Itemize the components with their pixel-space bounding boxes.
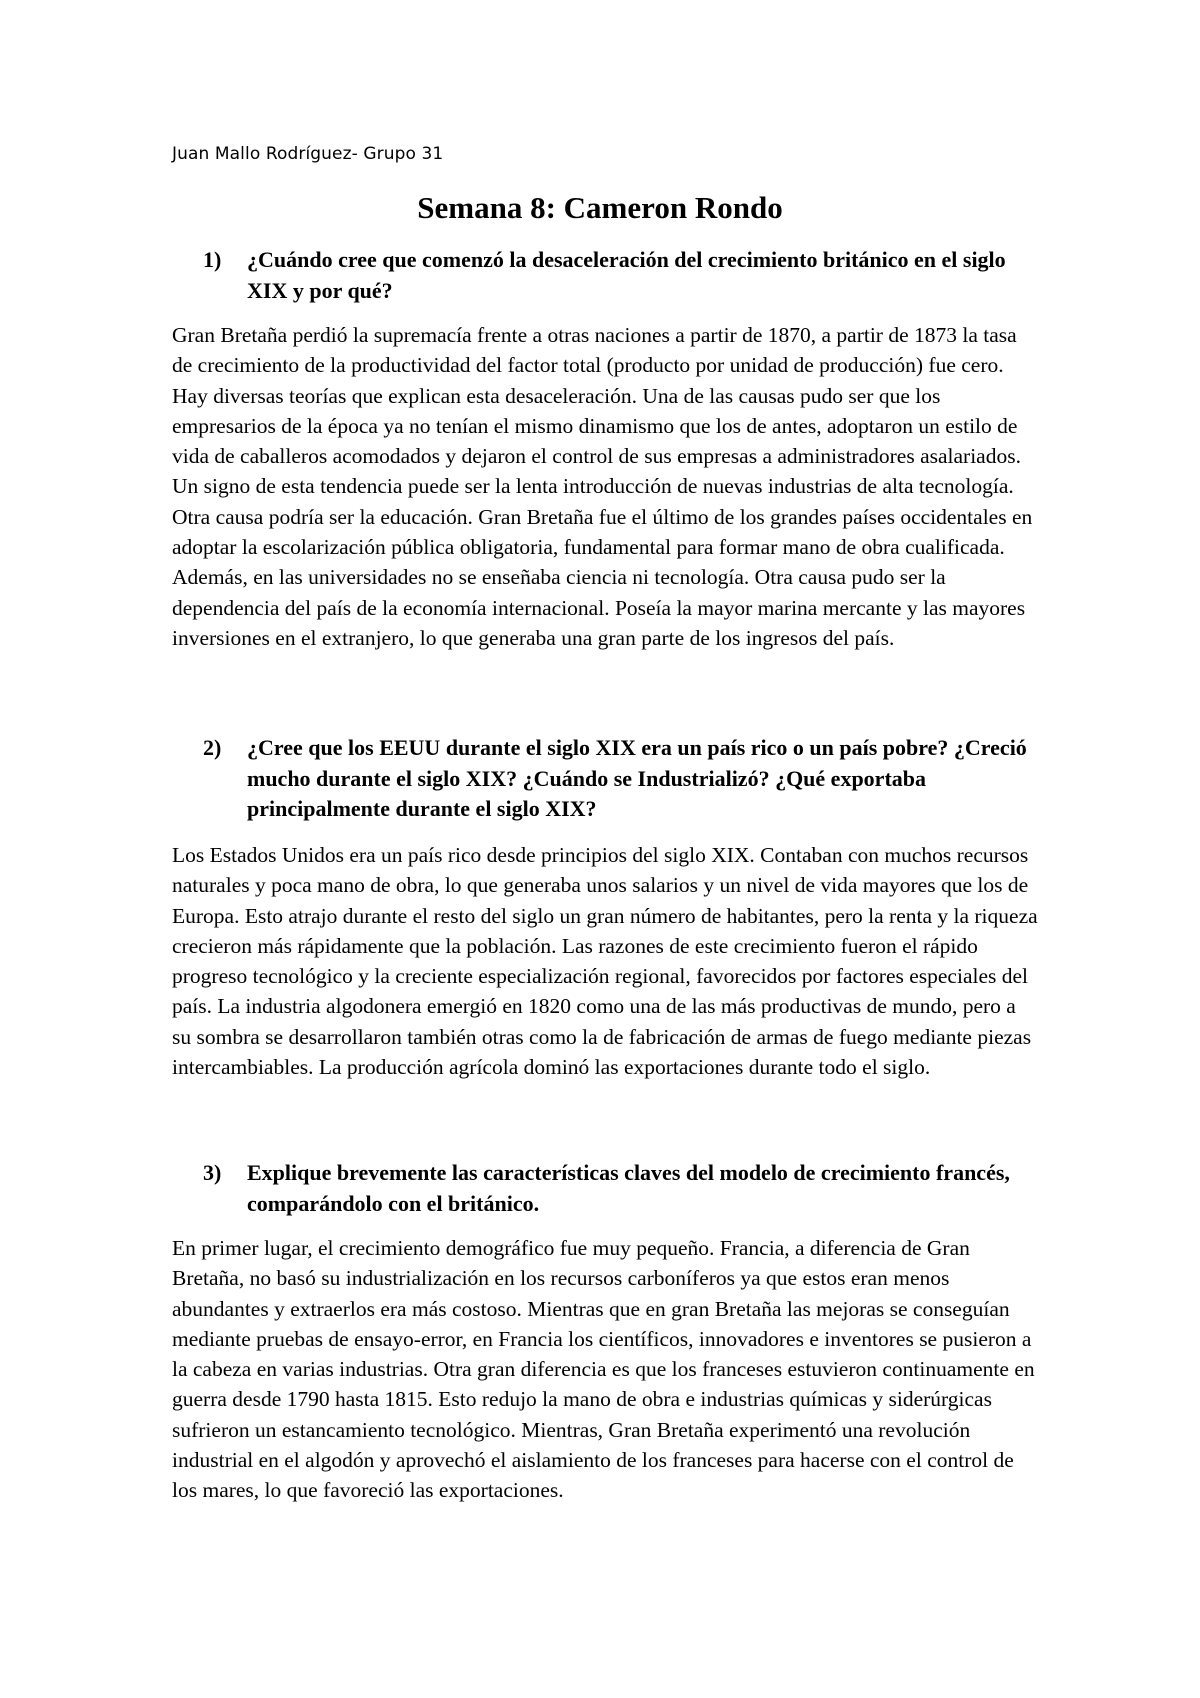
question-text: ¿Cree que los EEUU durante el siglo XIX era un país rico o un país pobre? ¿Creció mucho durante el siglo XIX? ¿Cuándo se Industrializó? ¿Qué exportaba principalmente durante el siglo XIX? <box>247 735 1027 821</box>
answer-2: Los Estados Unidos era un país rico desde principios del siglo XIX. Contaban con muchos recursos naturales y poca mano de obra, lo que generaba unos salarios y un nivel de vida mayores que los de Europa. Esto atrajo durante el resto del siglo un gran número de habitantes, pero la renta y la riqueza crecieron más rápidamente que la población. Las razones de este crecimiento fueron el rápido progreso tecnológico y la creciente especialización regional, favorecidos por factores especiales del país. La industria algodonera emergió en 1820 como una de las más productivas de mundo, pero a su sombra se desarrollaron también otras como la de fabricación de armas de fuego mediante piezas intercambiables. La producción agrícola dominó las exportaciones durante todo el siglo. <box>172 843 1038 1080</box>
question-text: ¿Cuándo cree que comenzó la desaceleración del crecimiento británico en el siglo XIX y por qué? <box>247 247 1006 303</box>
author-line: Juan Mallo Rodríguez- Grupo 31 <box>172 144 444 164</box>
question-3 <box>204 1158 1034 1219</box>
page-title: Semana 8: Cameron Rondo <box>417 190 783 225</box>
question-number: 1) <box>203 247 222 272</box>
question-text: Explique brevemente las características claves del modelo de crecimiento francés, comparándolo con el británico. <box>247 1160 1010 1216</box>
question-number: 2) <box>203 735 222 760</box>
question-number: 3) <box>203 1160 222 1185</box>
answer-1: Gran Bretaña perdió la supremacía frente a otras naciones a partir de 1870, a partir de 1873 la tasa de crecimiento de la productividad del factor total (producto por unidad de producción) fue cero. Hay diversas teorías que explican esta desaceleración. Una de las causas pudo ser que los empresarios de la época ya no tenían el mismo dinamismo que los de antes, adoptaron un estilo de vida de caballeros acomodados y dejaron el control de sus empresas a administradores asalariados. Un signo de esta tendencia puede ser la lenta introducción de nuevas industrias de alta tecnología. Otra causa podría ser la educación. Gran Bretaña fue el último de los grandes países occidentales en adoptar la escolarización pública obligatoria, fundamental para formar mano de obra cualificada. Además, en las universidades no se enseñaba ciencia ni tecnología. Otra causa pudo ser la dependencia del país de la economía internacional. Poseía la mayor marina mercante y las mayores inversiones en el extranjero, lo que generaba una gran parte de los ingresos del país. <box>172 323 1033 650</box>
question-1 <box>204 245 1034 306</box>
question-2 <box>204 733 1034 825</box>
answer-3: En primer lugar, el crecimiento demográfico fue muy pequeño. Francia, a diferencia de Gran Bretaña, no basó su industrialización en los recursos carboníferos ya que estos eran menos abundantes y extraerlos era más costoso. Mientras que en gran Bretaña las mejoras se conseguían mediante pruebas de ensayo-error, en Francia los científicos, innovadores e inventores se pusieron a la cabeza en varias industrias. Otra gran diferencia es que los franceses estuvieron continuamente en guerra desde 1790 hasta 1815. Esto redujo la mano de obra e industrias químicas y siderúrgicas sufrieron un estancamiento tecnológico. Mientras, Gran Bretaña experimentó una revolución industrial en el algodón y aprovechó el aislamiento de los franceses para hacerse con el control de los mares, lo que favoreció las exportaciones. <box>172 1236 1035 1503</box>
